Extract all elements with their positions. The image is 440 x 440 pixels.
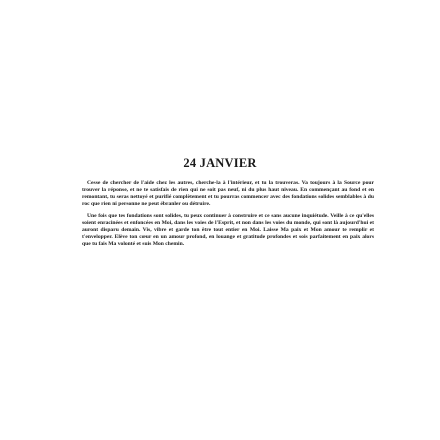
paragraph-2: Une fois que tes fondations sont solides, tu peux continuer à construire et ce sans aucune inquiétude. Veille à ce qu'elles soient enracinées et enfoncées en Moi, dans les voies de l'Esprit, et non dans les voies du monde, qui sont là aujourd'hui et auront disparu demain. Vis, vibre et garde ton être tout entier en Moi. Laisse Ma paix et Mon amour te remplir et t'envelopper. Elève ton cœur en un amour profond, en louange et gratitude profondes et sois parfaitement en paix alors que tu fais Ma volonté et suis Mon chemin.: [82, 212, 374, 248]
body-text: [82, 180, 374, 248]
date-heading: 24 JANVIER: [183, 156, 257, 170]
paragraph-1: Cesse de chercher de l'aide chez les autres, cherche-la à l'intérieur, et tu la trouveras. Va toujours à la Source pour trouver la réponse, et ne te satisfais de rien qui ne soit pas neuf, ni du plus haut niveau. En commençant au fond et en remontant, tu seras nettoyé et purifié complètement et tu pourras commencer avec des fondations solides semblables à du roc que rien ni personne ne peut ébranler ou détruire.: [82, 180, 374, 208]
